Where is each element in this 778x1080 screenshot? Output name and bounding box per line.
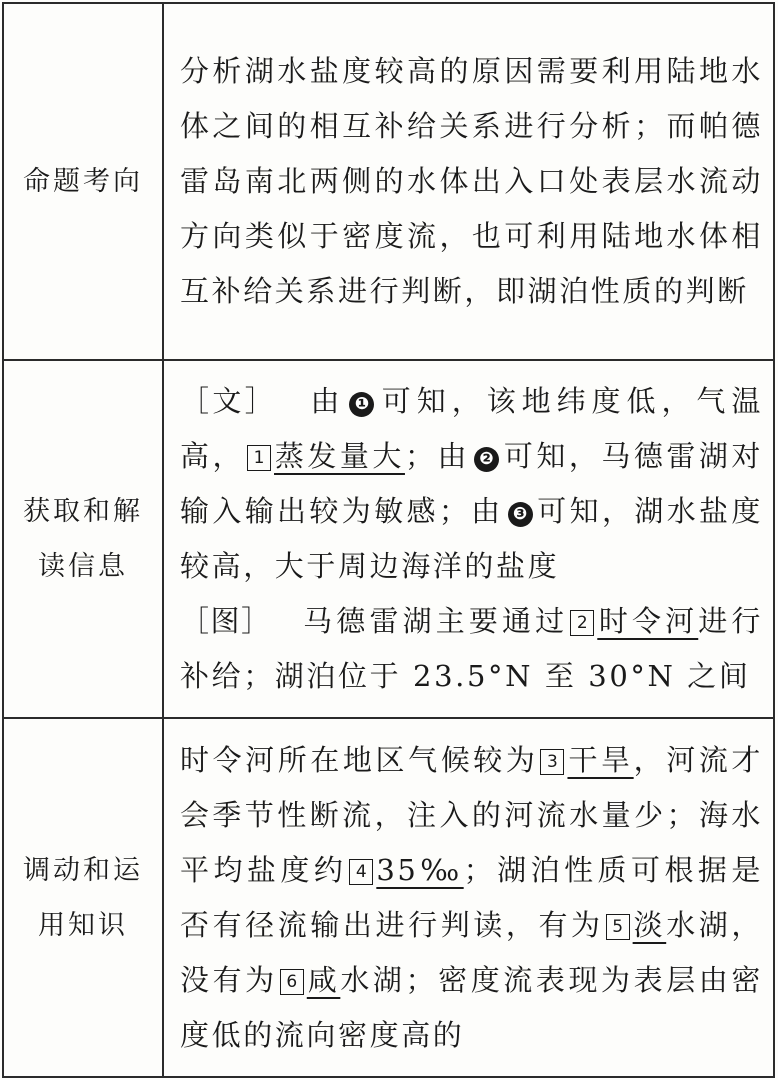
- text-tag: ［文］: [180, 384, 278, 418]
- text-run: 进行补给；湖泊位于 23.5°N 至 30°N 之间: [180, 604, 763, 693]
- circle-number-3: ❸: [508, 502, 533, 527]
- blank-box-6: 6: [280, 969, 304, 995]
- row-label-text: 命题考向: [23, 166, 143, 197]
- text-run: 可知，湖水盐度较高，大于周边海洋的盐度: [180, 494, 763, 583]
- row-content-information: [163, 360, 774, 718]
- answer-3: 干旱: [567, 742, 634, 777]
- text-run: ；由: [404, 439, 470, 473]
- table-row: [3, 360, 774, 718]
- answer-6: 咸: [306, 962, 341, 997]
- text-run: 可知，该地纬度低，气温高，: [180, 384, 763, 473]
- row-label-text: 获取和解读信息: [23, 496, 143, 582]
- circle-number-2: ❷: [474, 447, 499, 472]
- content-text: 分析湖水盐度较高的原因需要利用陆地水体之间的相互补给关系进行分析；而帕德雷岛南北两侧的水体出入口处表层水流动方向类似于密度流，也可利用陆地水体相互补给关系进行判断，即湖泊性质的判断: [180, 54, 763, 308]
- row-label-proposition: [3, 3, 163, 360]
- text-run: 由: [307, 384, 346, 418]
- text-run: 时令河所在地区气候较为: [180, 742, 539, 777]
- text-run: 可知，马德雷湖对输入输出较为敏感；由: [180, 439, 764, 528]
- row-label-knowledge: [3, 718, 163, 1077]
- text-run: 马德雷湖主要通过: [301, 604, 569, 638]
- row-label-information: [3, 360, 163, 718]
- answer-2: 时令河: [597, 604, 699, 638]
- analysis-table: [2, 2, 775, 1078]
- text-paragraph: [180, 374, 763, 594]
- image-paragraph: [180, 594, 763, 704]
- circle-number-1: ❶: [349, 392, 374, 417]
- row-content-proposition: [163, 3, 774, 360]
- blank-box-4: 4: [349, 859, 373, 885]
- answer-4: 35‰: [376, 852, 464, 887]
- table-row: [3, 3, 774, 360]
- text-run: 水湖；密度流表现为表层由密度低的流向密度高的: [180, 962, 763, 1052]
- answer-5: 淡: [632, 907, 667, 942]
- text-run: ，河流才会季节性断流，注入的河流水量少；海水平均盐度约: [180, 742, 764, 887]
- text-run: 水湖，没有为: [180, 907, 763, 997]
- row-label-text: 调动和运用知识: [23, 854, 143, 941]
- blank-box-3: 3: [540, 749, 564, 775]
- blank-box-2: 2: [570, 610, 594, 636]
- text-run: ；湖泊性质可根据是否有径流输出进行判读，有为: [180, 852, 763, 942]
- row-content-knowledge: [163, 718, 774, 1077]
- blank-box-1: 1: [247, 445, 271, 471]
- blank-box-5: 5: [606, 914, 630, 940]
- answer-1: 蒸发量大: [274, 439, 405, 473]
- image-tag: ［图］: [180, 604, 272, 638]
- table-row: [3, 718, 774, 1077]
